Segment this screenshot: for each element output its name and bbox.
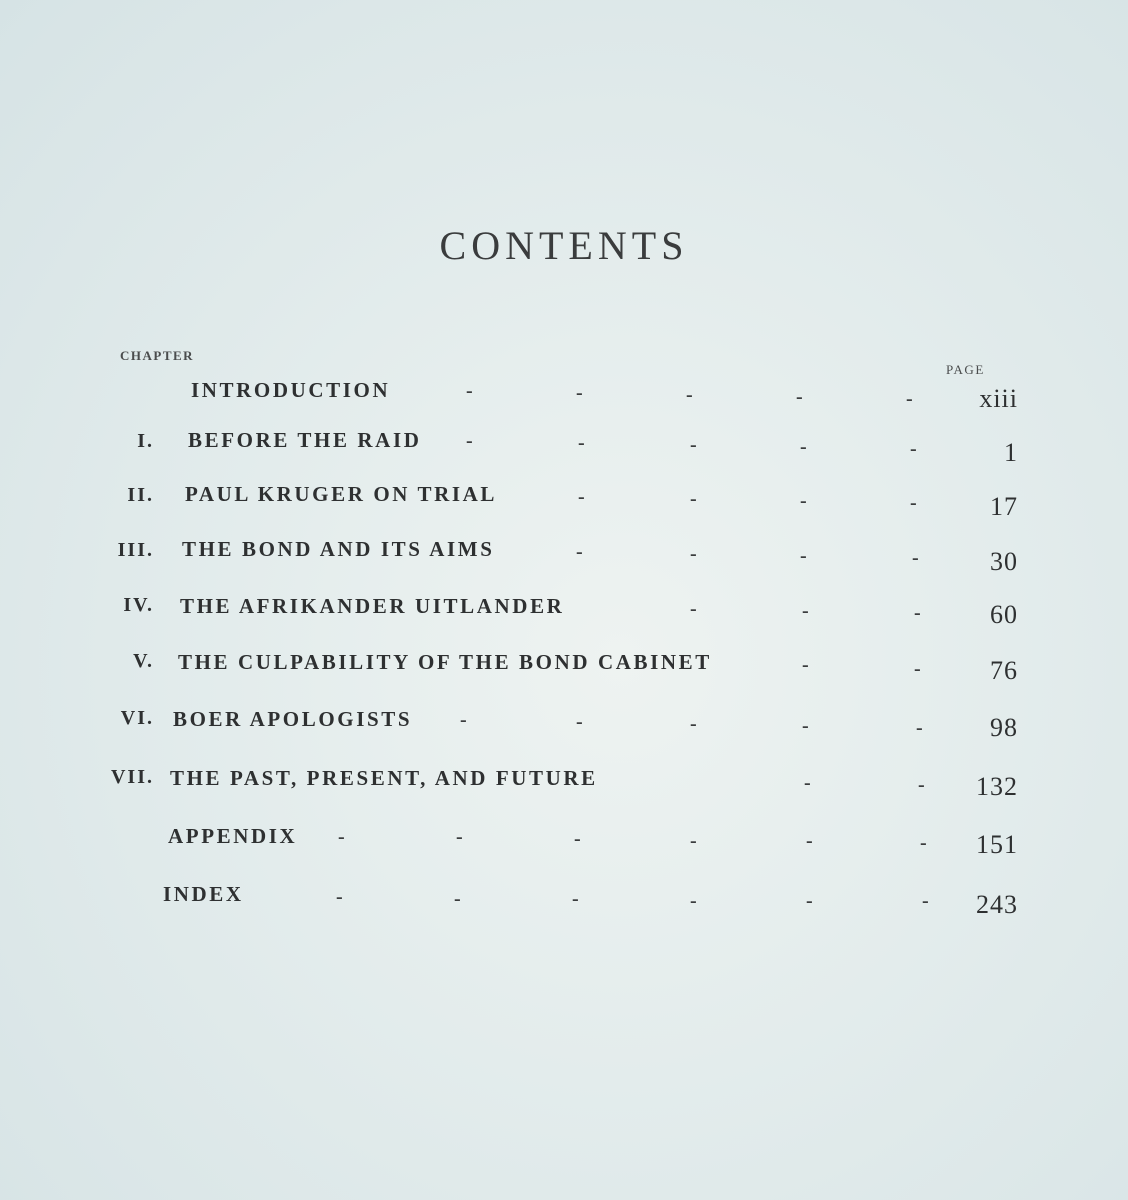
chapter-title: BOER APOLOGISTS	[173, 707, 413, 731]
chapter-number: I.	[137, 430, 154, 452]
page-column-label: PAGE	[946, 362, 985, 377]
chapter-title: BEFORE THE RAID	[188, 428, 422, 452]
chapter-number: VII.	[110, 766, 154, 788]
leader-dash: -	[916, 717, 923, 739]
toc-row-index	[0, 880, 1128, 920]
toc-row-introduction	[0, 376, 1128, 416]
page-number: 30	[990, 547, 1018, 576]
leader-dash: -	[690, 488, 697, 510]
chapter-title: APPENDIX	[168, 824, 298, 848]
leader-dash: -	[690, 713, 697, 735]
leader-dash: -	[690, 890, 697, 912]
page-title: CONTENTS	[439, 223, 689, 268]
leader-dash: -	[918, 774, 925, 796]
page-number: xiii	[979, 384, 1018, 413]
leader-dash: -	[796, 386, 803, 408]
toc-row-chapter-3	[0, 537, 1128, 577]
leader-dash: -	[690, 830, 697, 852]
leader-dash: -	[690, 598, 697, 620]
leader-dash: -	[920, 832, 927, 854]
page-number: 76	[990, 656, 1018, 685]
chapter-title: THE CULPABILITY OF THE BOND CABINET	[178, 650, 712, 674]
leader-dash: -	[572, 888, 579, 910]
chapter-number: IV.	[123, 594, 154, 616]
leader-dash: -	[454, 888, 461, 910]
chapter-title: THE PAST, PRESENT, AND FUTURE	[170, 766, 598, 790]
leader-dash: -	[914, 602, 921, 624]
leader-dash: -	[802, 654, 809, 676]
page-number: 243	[976, 890, 1018, 919]
chapter-title: THE BOND AND ITS AIMS	[182, 537, 495, 561]
leader-dash: -	[802, 715, 809, 737]
leader-dash: -	[576, 711, 583, 733]
leader-dash: -	[806, 830, 813, 852]
leader-dash: -	[456, 826, 463, 848]
toc-row-chapter-4	[0, 592, 1128, 632]
page-number: 60	[990, 600, 1018, 629]
leader-dash: -	[578, 486, 585, 508]
leader-dash: -	[804, 772, 811, 794]
leader-dash: -	[576, 541, 583, 563]
leader-dash: -	[460, 709, 467, 731]
leader-dash: -	[574, 828, 581, 850]
chapter-number: III.	[117, 539, 154, 561]
toc-row-appendix	[0, 822, 1128, 862]
leader-dash: -	[686, 384, 693, 406]
leader-dash: -	[922, 890, 929, 912]
toc-row-chapter-1	[0, 428, 1128, 468]
leader-dash: -	[576, 382, 583, 404]
leader-dash: -	[914, 658, 921, 680]
chapter-title: INTRODUCTION	[191, 378, 391, 402]
leader-dash: -	[690, 543, 697, 565]
leader-dash: -	[800, 436, 807, 458]
chapter-title: PAUL KRUGER ON TRIAL	[185, 482, 498, 506]
leader-dash: -	[912, 547, 919, 569]
leader-dash: -	[466, 430, 473, 452]
leader-dash: -	[338, 826, 345, 848]
page-number: 98	[990, 713, 1018, 742]
leader-dash: -	[336, 886, 343, 908]
leader-dash: -	[910, 492, 917, 514]
chapter-number: II.	[127, 484, 154, 506]
page-number: 17	[990, 492, 1018, 521]
leader-dash: -	[466, 380, 473, 402]
chapter-number: V.	[133, 650, 154, 672]
leader-dash: -	[578, 432, 585, 454]
page-number: 132	[976, 772, 1018, 801]
page-number: 1	[1004, 438, 1018, 467]
chapter-title: INDEX	[163, 882, 244, 906]
toc-row-chapter-6	[0, 705, 1128, 745]
toc-row-chapter-7	[0, 764, 1128, 804]
chapter-column-label: CHAPTER	[120, 348, 195, 363]
chapter-number: VI.	[120, 707, 154, 729]
chapter-title: THE AFRIKANDER UITLANDER	[180, 594, 565, 618]
leader-dash: -	[806, 890, 813, 912]
leader-dash: -	[690, 434, 697, 456]
leader-dash: -	[800, 490, 807, 512]
toc-row-chapter-2	[0, 482, 1128, 522]
page-number: 151	[976, 830, 1018, 859]
leader-dash: -	[906, 388, 913, 410]
leader-dash: -	[910, 438, 917, 460]
toc-row-chapter-5	[0, 648, 1128, 688]
leader-dash: -	[800, 545, 807, 567]
leader-dash: -	[802, 600, 809, 622]
